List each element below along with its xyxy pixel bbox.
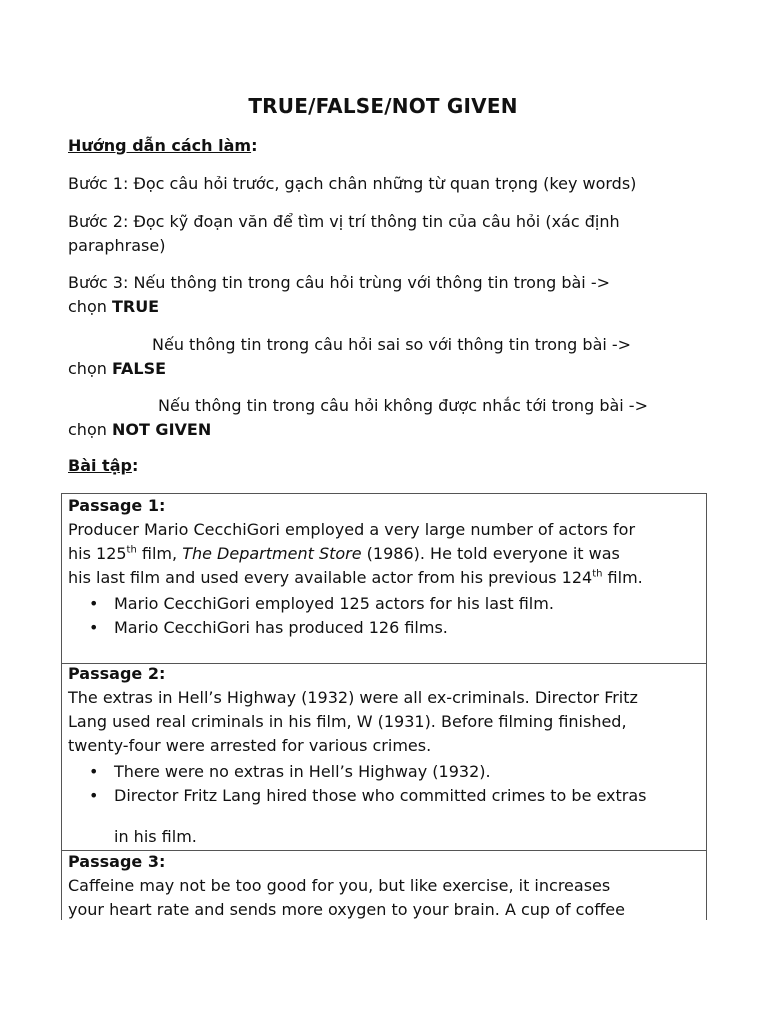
step-2 — [68, 210, 708, 258]
exercise-heading — [68, 456, 138, 475]
true-label: TRUE — [111, 297, 160, 316]
passage-3-title: Passage 3: — [68, 852, 166, 871]
passage-2-title: Passage 2: — [68, 664, 166, 683]
exercise-heading-text: Bài tập — [68, 456, 132, 475]
not-given-rule — [68, 394, 708, 442]
guide-heading — [68, 136, 257, 155]
not-given-prefix: chọn — [68, 420, 112, 439]
not-given-rule-line-2 — [68, 418, 708, 442]
passage-3-line-1: Caffeine may not be too good for you, but like exercise, it increases — [68, 876, 611, 895]
p1-l2-sup: th — [126, 544, 137, 556]
guide-heading-text: Hướng dẫn cách làm — [68, 136, 252, 155]
passage-2-bullet-1: • There were no extras in Hell’s Highway (1932). — [68, 760, 700, 784]
p1-l2-a: his 125 — [68, 544, 127, 563]
passage-1-line-1: Producer Mario CecchiGori employed a very large number of actors for — [68, 520, 636, 539]
step-1: Bước 1: Đọc câu hỏi trước, gạch chân những từ quan trọng (key words) — [68, 174, 637, 193]
p1-l3-sup: th — [592, 568, 603, 580]
guide-heading-colon: : — [251, 136, 258, 155]
passage-1-title: Passage 1: — [68, 496, 166, 515]
passage-3-line-2: your heart rate and sends more oxygen to your brain. A cup of coffee — [68, 900, 625, 919]
step-3-line-1: Bước 3: Nếu thông tin trong câu hỏi trùng với thông tin trong bài -> — [68, 273, 611, 292]
false-rule-line-2 — [68, 357, 708, 381]
passages-table — [61, 493, 707, 920]
passage-1 — [62, 494, 706, 640]
passage-1-bullet-2: • Mario CecchiGori has produced 126 films. — [68, 616, 700, 640]
passage-2-line-1: The extras in Hell’s Highway (1932) were all ex-criminals. Director Fritz — [68, 688, 638, 707]
false-prefix: chọn — [68, 359, 112, 378]
step-3 — [68, 271, 708, 319]
not-given-label: NOT GIVEN — [111, 420, 212, 439]
passage-2-line-2: Lang used real criminals in his film, W (1931). Before filming finished, — [68, 712, 627, 731]
page-title: TRUE/FALSE/NOT GIVEN — [248, 94, 518, 118]
passage-2-bullet-2: • Director Fritz Lang hired those who committed crimes to be extras — [68, 784, 700, 808]
step-2-line-2: paraphrase) — [68, 236, 166, 255]
passage-3 — [62, 850, 706, 920]
p1-l2-c: (1986). He told everyone it was — [361, 544, 620, 563]
step-3-line-2 — [68, 295, 708, 319]
step-2-line-1: Bước 2: Đọc kỹ đoạn văn để tìm vị trí thông tin của câu hỏi (xác định — [68, 212, 620, 231]
step-3-prefix: chọn — [68, 297, 112, 316]
exercise-heading-colon: : — [131, 456, 139, 475]
passage-1-line-2 — [68, 542, 700, 566]
p1-l3-b: film. — [602, 568, 643, 587]
passage-2-bullet-2-continuation: in his film. — [114, 827, 197, 846]
passage-2-line-3: twenty-four were arrested for various crimes. — [68, 736, 432, 755]
not-given-rule-line-1: Nếu thông tin trong câu hỏi không được nhắc tới trong bài -> — [158, 396, 648, 415]
passage-1-line-3 — [68, 566, 700, 590]
false-rule-line-1: Nếu thông tin trong câu hỏi sai so với thông tin trong bài -> — [152, 335, 632, 354]
p1-l2-b: film, — [136, 544, 183, 563]
film-title: The Department Store — [182, 544, 362, 563]
false-label: FALSE — [111, 359, 167, 378]
passage-1-bullet-1: • Mario CecchiGori employed 125 actors for his last film. — [68, 592, 700, 616]
false-rule — [68, 333, 708, 381]
passage-2 — [62, 662, 706, 849]
p1-l3-a: his last film and used every available actor from his previous 124 — [68, 568, 593, 587]
